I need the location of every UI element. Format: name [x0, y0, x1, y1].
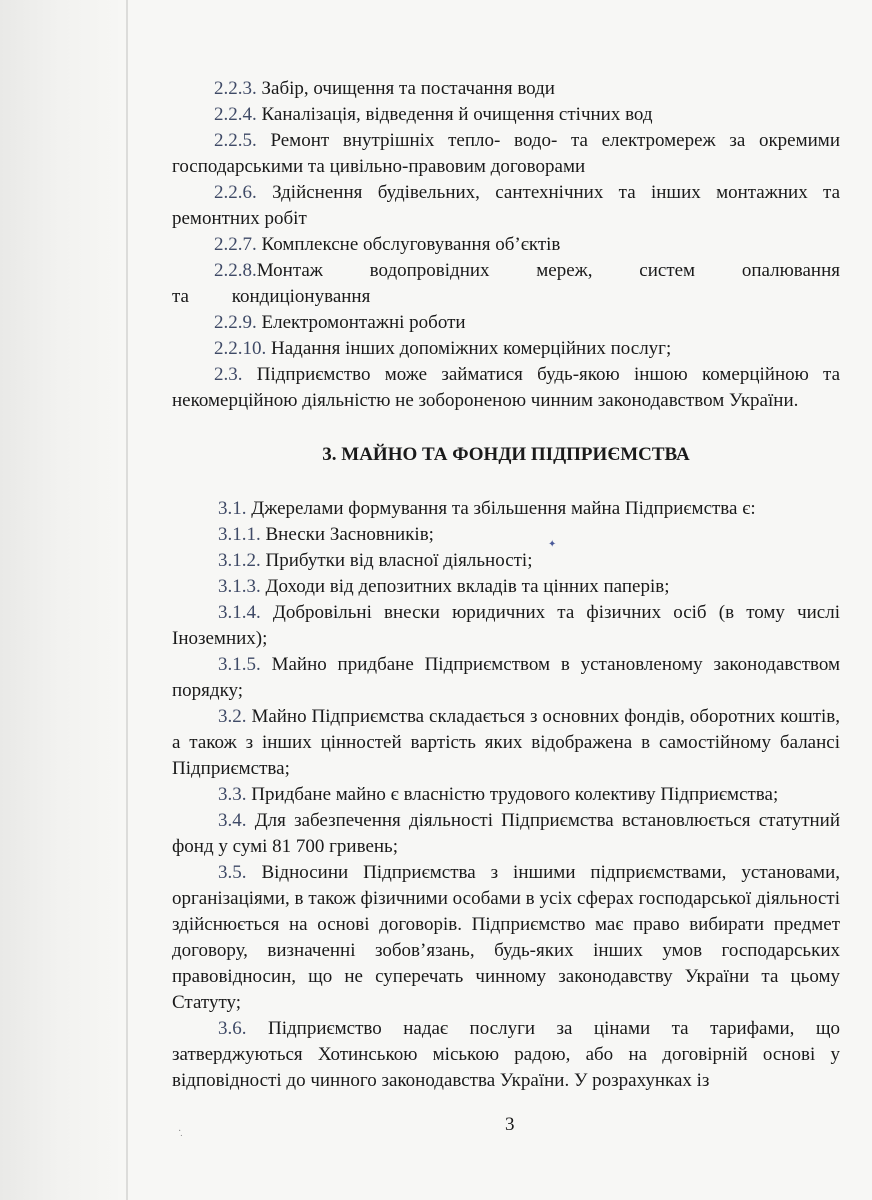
clause-3-1: 3.1. Джерелами формування та збільшення майна Підприємства є: — [218, 498, 756, 519]
clause-3-6: 3.6. Підприємство надає послуги за цінами та тарифами, що затверджуються Хотинською міською радою, або на договірній основі у відповідності до чинного законодавства України. У розрахунках із — [172, 1018, 841, 1091]
clause-2-2-6: 2.2.6. Здійснення будівельних, сантехнічних та інших монтажних та ремонтних робіт — [172, 182, 840, 229]
clause-2-2-3: 2.2.3. Забір, очищення та постачання води — [214, 78, 555, 99]
clause-list-2 — [172, 76, 840, 414]
clause-3-1-1: 3.1.1. Внески Засновників; — [218, 524, 434, 545]
clause-2-2-10: 2.2.10. Надання інших допоміжних комерційних послуг; — [214, 338, 672, 359]
clause-3-1-3: 3.1.3. Доходи від депозитних вкладів та цінних паперів; — [218, 576, 670, 597]
clause-2-2-8: 2.2.8.Монтаж водопровідних мереж, систем опалювання та кондиціонування — [172, 260, 840, 307]
clause-2-3: 2.3. Підприємство може займатися будь-якою іншою комерційною та некомерційною діяльністю не зобороненою чинним законодавством України. — [172, 364, 841, 411]
ink-speck-mark: ✦ — [548, 539, 557, 550]
clause-3-1-4: 3.1.4. Добровільні внески юридичних та фізичних осіб (в тому числі Іноземних); — [172, 602, 840, 649]
scan-margin — [0, 0, 118, 1200]
clause-3-3: 3.3. Придбане майно є власністю трудового колективу Підприємства; — [218, 784, 779, 805]
clause-3-4: 3.4. Для забезпечення діяльності Підприємства встановлюється статутний фонд у сумі 81 700 гривень; — [172, 810, 841, 857]
clause-2-2-7: 2.2.7. Комплексне обслуговування об’єктів — [214, 234, 561, 255]
clause-2-2-5: 2.2.5. Ремонт внутрішніх тепло- водо- та електромереж за окремими господарськими та цивільно-правовим договорами — [172, 130, 840, 177]
section-title: 3. МАЙНО ТА ФОНДИ ПІДПРИЄМСТВА — [322, 444, 690, 465]
document-page — [172, 76, 840, 1094]
clause-3-2: 3.2. Майно Підприємства складається з основних фондів, оборотних коштів, а також з інших цінностей вартість яких відображена в самостійному балансі Підприємства; — [172, 706, 840, 779]
clause-3-5: 3.5. Відносини Підприємства з іншими підприємствами, установами, організаціями, в також фізичними особами в усіх сферах господарської діяльності здійснюється на основі договорів. Підприємство має право вибирати предмет договору, визначенні зобов’язань, будь-яких інших умов господарських правовідносин, що не суперечать чинному законодавству України та цьому Статуту; — [172, 862, 841, 1013]
clause-list-3 — [172, 496, 840, 1094]
scan-dust-mark: ·̣ — [178, 1126, 182, 1137]
clause-2-2-9: 2.2.9. Електромонтажні роботи — [214, 312, 466, 333]
clause-2-2-4: 2.2.4. Каналізація, відведення й очищення стічних вод — [214, 104, 653, 125]
page-number: 3 — [505, 1114, 515, 1135]
scan-fold-line — [126, 0, 128, 1200]
clause-3-1-2: 3.1.2. Прибутки від власної діяльності; — [218, 550, 533, 571]
clause-3-1-5: 3.1.5. Майно придбане Підприємством в установленому законодавством порядку; — [172, 654, 840, 701]
